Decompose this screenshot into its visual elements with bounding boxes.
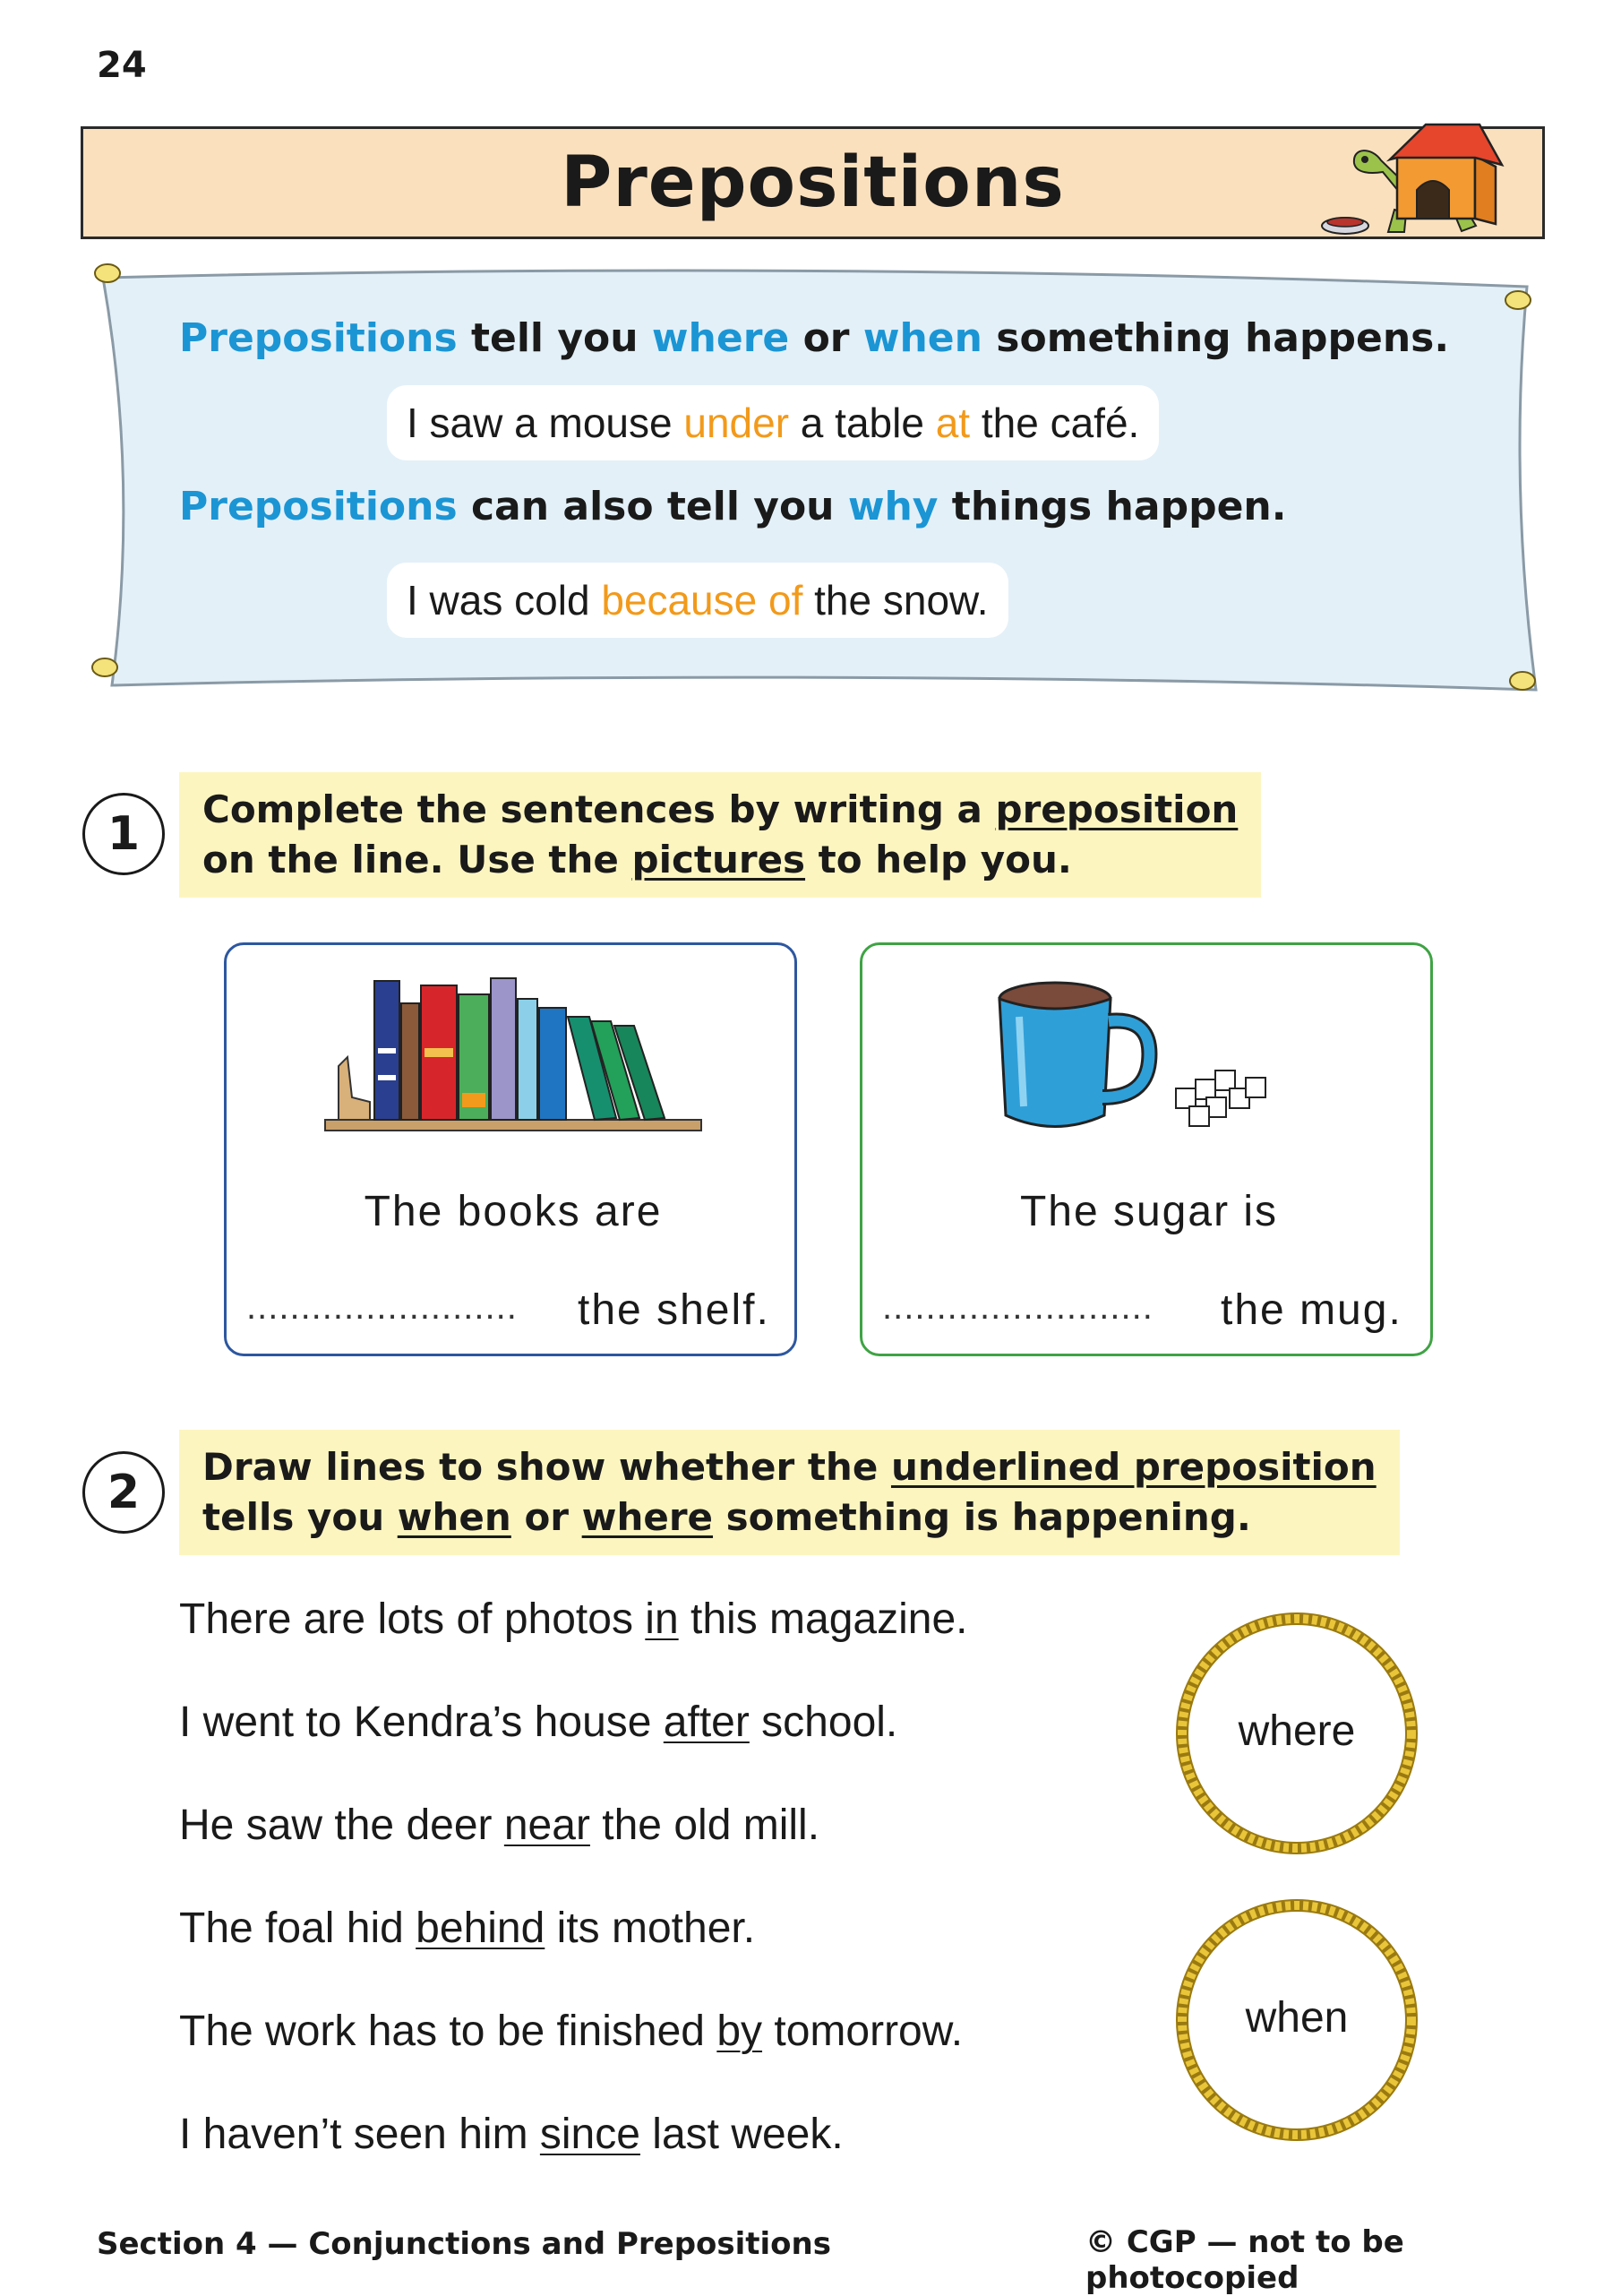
bookshelf-illustration (321, 967, 706, 1147)
sentence-1[interactable]: There are lots of photos in this magazine. (179, 1595, 968, 1643)
answer-line[interactable]: ......................... (882, 1287, 1154, 1327)
question-2-instruction: Draw lines to show whether the underlined preposition tells you when or where something is happening. (179, 1430, 1400, 1555)
sentence-4[interactable]: The foal hid behind its mother. (179, 1905, 756, 1952)
example-sentence-2: I was cold because of the snow. (387, 563, 1008, 638)
question-1-instruction: Complete the sentences by writing a preposition on the line. Use the pictures to help you. (179, 772, 1261, 898)
sentence-5[interactable]: The work has to be finished by tomorrow. (179, 2008, 964, 2055)
keyword-prepositions: Prepositions (179, 315, 458, 361)
sugar-sentence-end: the mug. (1221, 1286, 1402, 1334)
footer-copyright: © CGP — not to be photocopied (1085, 2224, 1404, 2296)
tortoise-kennel-illustration (1318, 120, 1506, 245)
keyword-prepositions: Prepositions (179, 484, 458, 529)
example-sentence-1: I saw a mouse under a table at the café. (387, 385, 1159, 460)
books-sentence-end: the shelf. (578, 1286, 770, 1334)
question-number-2: 2 (82, 1451, 165, 1534)
page-number: 24 (97, 45, 147, 86)
keyword-when: when (862, 315, 982, 361)
books-sentence-start: The books are (364, 1188, 663, 1235)
books-card (224, 942, 797, 1356)
keyword-why: why (847, 484, 939, 529)
title-banner (81, 126, 1545, 239)
mug-and-sugar-illustration (988, 972, 1310, 1142)
sentence-3[interactable]: He saw the deer near the old mill. (179, 1802, 820, 1849)
rule-where-when: Prepositions tell you where or when something happens. (179, 315, 1450, 361)
keyword-where: where (651, 315, 790, 361)
answer-line[interactable]: ......................... (246, 1287, 518, 1327)
option-where[interactable]: where (1238, 1707, 1356, 1755)
sentence-6[interactable]: I haven’t seen him since last week. (179, 2111, 844, 2158)
sugar-sentence-start: The sugar is (1019, 1188, 1279, 1235)
page-title: Prepositions (561, 142, 1065, 223)
sugar-card (860, 942, 1433, 1356)
footer-section-title: Section 4 — Conjunctions and Prepositions (97, 2226, 831, 2262)
sentence-2[interactable]: I went to Kendra’s house after school. (179, 1698, 898, 1746)
rule-why: Prepositions can also tell you why things happen. (179, 484, 1287, 529)
question-number-1: 1 (82, 793, 165, 875)
option-when[interactable]: when (1245, 1994, 1349, 2042)
